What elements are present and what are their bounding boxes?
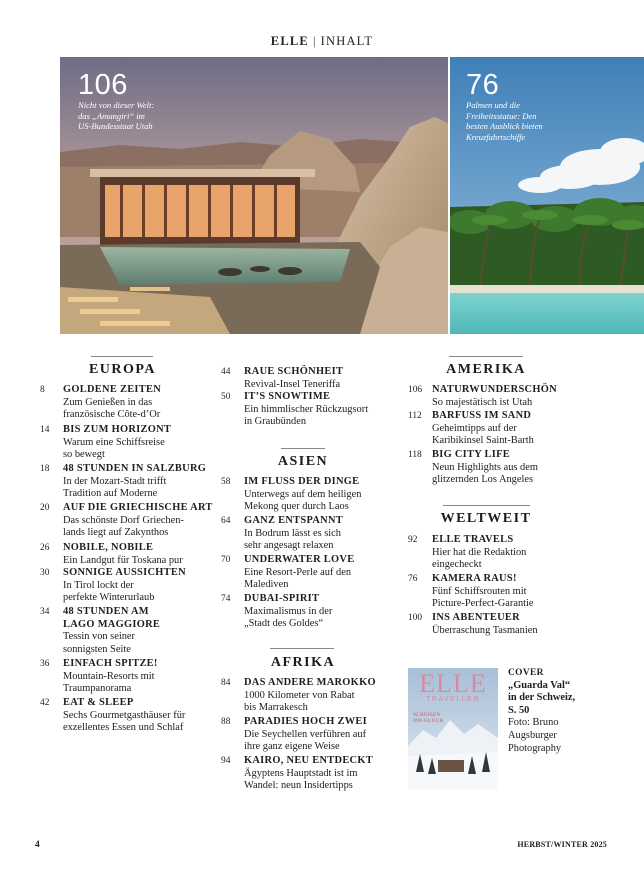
entry-page-number: 36 xyxy=(40,659,50,669)
cover-headline-2: INS GLÜCK xyxy=(413,718,444,724)
entry-description: Karibikinsel Saint-Barth xyxy=(432,435,534,447)
entry-page-number: 30 xyxy=(40,568,50,578)
header-separator: | xyxy=(312,34,317,48)
entry-page-number: 100 xyxy=(408,613,423,623)
cover-logo: ELLE xyxy=(419,669,487,698)
entry-title: NATURWUNDERSCHÖN xyxy=(432,384,557,395)
entry-page-number: 106 xyxy=(408,385,423,395)
entry-title: NOBILE, NOBILE xyxy=(63,542,154,553)
entry-page-number: 44 xyxy=(221,367,231,377)
europa-rule xyxy=(91,356,153,357)
entry-description: Warum eine Schiffsreise xyxy=(63,436,165,448)
caption-line: Freiheitsstatue: Den xyxy=(466,110,537,121)
photo-right-page-number: 76 xyxy=(466,69,500,101)
entry-description: Sechs Gourmetgasthäuser für xyxy=(63,709,186,721)
entry-title: PARADIES HOCH ZWEI xyxy=(244,716,367,727)
section-title-afrika: AFRIKA xyxy=(270,655,336,670)
entry-description: „Stadt des Goldes“ xyxy=(244,618,324,630)
entry-title: IM FLUSS DER DINGE xyxy=(244,476,360,487)
entry-page-number: 92 xyxy=(408,535,418,545)
cover-heading: COVER xyxy=(508,668,544,678)
entry-description: Malediven xyxy=(244,579,289,591)
entry-description: Mountain-Resorts mit xyxy=(63,670,155,682)
entry-description: Maximalismus in der xyxy=(244,605,333,617)
cover-location: S. 50 xyxy=(508,704,530,716)
entry-description: perfekte Winterurlaub xyxy=(63,592,155,604)
entry-description: Überraschung Tasmanien xyxy=(432,624,538,636)
header-brand: ELLE xyxy=(270,34,309,48)
entry-title: GANZ ENTSPANNT xyxy=(244,515,343,526)
entry-description: Ein Landgut für Toskana pur xyxy=(63,554,183,566)
entry-description: französische Côte-d’Or xyxy=(63,409,161,421)
cover-credit: Photography xyxy=(508,742,562,754)
section-title-weltweit: WELTWEIT xyxy=(440,511,532,526)
photo-amangiri xyxy=(60,57,448,334)
entry-description: Revival-Insel Teneriffa xyxy=(244,378,341,390)
cover-image xyxy=(408,668,498,790)
cover-sublogo: TRAVELLER xyxy=(426,696,480,703)
photo-left-page-number: 106 xyxy=(78,69,128,101)
entry-page-number: 42 xyxy=(40,698,50,708)
entry-page-number: 50 xyxy=(221,392,231,402)
entry-description: exzellentes Essen und Schlaf xyxy=(63,722,184,734)
entry-title: IT’S SNOWTIME xyxy=(244,391,331,402)
entry-page-number: 64 xyxy=(221,516,231,526)
cover-location: „Guarda Val“ xyxy=(508,679,571,691)
entry-title-line-2: LAGO MAGGIORE xyxy=(63,618,161,630)
entry-title: ELLE TRAVELS xyxy=(432,534,514,545)
entry-description: In Tirol lockt der xyxy=(63,579,134,591)
entry-title: GOLDENE ZEITEN xyxy=(63,384,162,395)
cover-credit: Foto: Bruno xyxy=(508,717,559,729)
asien-rule xyxy=(281,448,325,449)
issue-season: HERBST/WINTER 2025 xyxy=(517,840,607,849)
cover-info xyxy=(508,667,575,755)
entry-title: DAS ANDERE MAROKKO xyxy=(244,677,376,688)
entry-description: Tradition auf Moderne xyxy=(63,488,158,500)
entry-page-number: 118 xyxy=(408,450,422,460)
entry-title: EINFACH SPITZE! xyxy=(63,658,158,669)
entry-title: RAUE SCHÖNHEIT xyxy=(244,366,344,377)
entry-description: Eine Resort-Perle auf den xyxy=(244,566,352,578)
caption-line: Kreuzfahrtschiffe xyxy=(466,131,526,142)
entry-title: BIS ZUM HORIZONT xyxy=(63,424,172,435)
entry-page-number: 88 xyxy=(221,717,231,727)
entry-description: ihre ganz eigene Weise xyxy=(244,741,340,753)
entry-description: Fünf Schiffsrouten mit xyxy=(432,585,527,597)
entry-title: INS ABENTEUER xyxy=(432,612,520,623)
entry-page-number: 112 xyxy=(408,411,422,421)
entry-title: BIG CITY LIFE xyxy=(432,449,510,460)
entry-title: KAIRO, NEU ENTDECKT xyxy=(244,755,373,766)
entry-page-number: 34 xyxy=(40,607,50,617)
entry-page-number: 8 xyxy=(40,385,45,395)
entry-description: Neun Highlights aus dem xyxy=(432,461,538,473)
caption-line: Palmen und die xyxy=(466,100,520,110)
section-title-europa: EUROPA xyxy=(88,362,157,377)
entry-page-number: 14 xyxy=(40,425,50,435)
cover-credit: Augsburger xyxy=(508,729,557,741)
entry-description: Tessin von seiner xyxy=(63,631,135,643)
cover-location: in der Schweiz, xyxy=(508,692,576,704)
entry-title: 48 STUNDEN IN SALZBURG xyxy=(63,463,207,474)
entry-description: eingecheckt xyxy=(432,559,482,571)
entry-description: Ein himmlischer Rückzugsort xyxy=(244,403,369,415)
cover-thumbnail[interactable] xyxy=(408,668,498,790)
entry-description: So majestätisch ist Utah xyxy=(432,396,533,408)
entry-description: Traumpanorama xyxy=(63,683,132,695)
entry-description: Picture-Perfect-Garantie xyxy=(432,598,534,610)
entry-page-number: 20 xyxy=(40,503,50,513)
photo-right-caption xyxy=(466,100,543,142)
entry-description: Ägyptens Hauptstadt ist im xyxy=(244,767,358,779)
caption-line: Nicht von dieser Welt: xyxy=(78,100,155,110)
entry-page-number: 74 xyxy=(221,594,231,604)
entry-page-number: 84 xyxy=(221,678,231,688)
entry-title: AUF DIE GRIECHISCHE ART xyxy=(63,502,213,513)
entry-page-number: 94 xyxy=(221,756,231,766)
entry-title: KAMERA RAUS! xyxy=(432,573,517,584)
photo-caribbean-palms xyxy=(450,57,644,334)
entry-title: 48 STUNDEN AM xyxy=(63,606,149,617)
entry-description: Unterwegs auf dem heiligen xyxy=(244,488,362,500)
entry-description: sehr angesagt relaxen xyxy=(244,540,334,552)
page-number: 4 xyxy=(35,840,40,850)
entry-description: In Bodrum lässt es sich xyxy=(244,527,341,539)
entry-title: DUBAI-SPIRIT xyxy=(244,593,320,604)
entry-description: Mekong quer durch Laos xyxy=(244,501,349,513)
entry-page-number: 76 xyxy=(408,574,418,584)
caption-line: das „Amangiri“ im xyxy=(78,110,145,121)
cover-headline: 42 REISEN xyxy=(413,712,441,718)
entry-title: BARFUSS IM SAND xyxy=(432,410,532,421)
entry-page-number: 26 xyxy=(40,543,50,553)
amerika-rule xyxy=(449,356,523,357)
caption-line: US-Bundesstaat Utah xyxy=(78,121,153,132)
entry-description: Hier hat die Redaktion xyxy=(432,546,527,558)
section-title-amerika: AMERIKA xyxy=(446,362,526,377)
entry-description: Zum Genießen in das xyxy=(63,396,153,408)
entry-description: In der Mozart-Stadt trifft xyxy=(63,475,167,487)
entry-description: in Graubünden xyxy=(244,416,307,428)
entry-description: lands liegt auf Zakynthos xyxy=(63,527,169,539)
entry-description: 1000 Kilometer von Rabat xyxy=(244,689,355,701)
entry-title: UNDERWATER LOVE xyxy=(244,554,355,565)
afrika-rule xyxy=(270,648,334,649)
entry-title: SONNIGE AUSSICHTEN xyxy=(63,567,186,578)
section-title-asien: ASIEN xyxy=(277,454,329,469)
entry-description: sonnigsten Seite xyxy=(63,643,131,655)
entry-description: glitzernden Los Angeles xyxy=(432,474,533,486)
entry-description: Die Seychellen verführen auf xyxy=(244,728,367,740)
entry-page-number: 58 xyxy=(221,477,231,487)
entry-title: EAT & SLEEP xyxy=(63,697,134,708)
weltweit-rule xyxy=(443,505,530,506)
entry-description: Wandel: neun Insidertipps xyxy=(244,780,353,792)
entry-page-number: 70 xyxy=(221,555,231,565)
entry-description: Das schönste Dorf Griechen- xyxy=(63,514,184,526)
photo-left-caption xyxy=(78,100,154,132)
page-header xyxy=(0,34,644,49)
entry-page-number: 18 xyxy=(40,464,50,474)
entry-description: bis Marrakesch xyxy=(244,702,308,714)
header-section: INHALT xyxy=(320,34,374,48)
entry-description: Geheimtipps auf der xyxy=(432,422,517,434)
entry-description: so bewegt xyxy=(63,449,105,461)
caption-line: besten Ausblick bieten xyxy=(466,121,543,132)
